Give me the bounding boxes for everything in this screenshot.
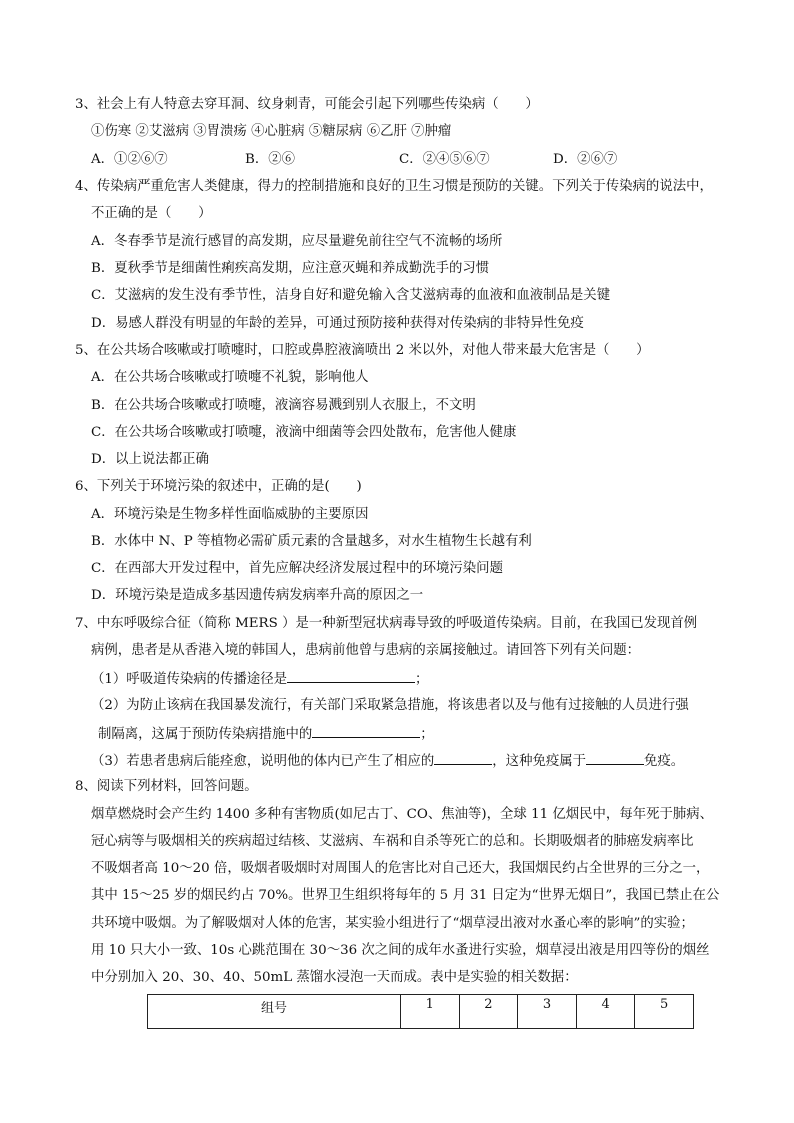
table-header-row <box>148 995 694 1029</box>
q8-passage-line-1: 烟草燃烧时会产生约 1400 多种有害物质(如尼古丁、CO、焦油等)，全球 11 亿烟民中，每年死于肺病、 <box>91 807 714 822</box>
q4-option-a: A．冬春季节是流行感冒的高发期，应尽量避免前往空气不流畅的场所 <box>91 234 503 249</box>
q7-answer-blank-3[interactable] <box>434 750 492 765</box>
q8-passage-line-3: 不吸烟者高 10～20 倍，吸烟者吸烟时对周围人的危害比对自己还大，我国烟民约占全世界的三分之一， <box>91 861 710 876</box>
q7-stem-line2: 病例，患者是从香港入境的韩国人，患病前他曾与患病的亲属接触过。请回答下列有关问题： <box>91 643 641 658</box>
q6-option-c: C．在西部大开发过程中，首先应解决经济发展过程中的环境污染问题 <box>91 561 503 576</box>
q7-sub3-text: （3）若患者患病后能痊愈，说明他的体内已产生了相应的 <box>91 754 435 769</box>
q3-option-d: D．②⑥⑦ <box>553 152 618 167</box>
q7-stem-line1: 7、中东呼吸综合征（简称 MERS ）是一种新型冠状病毒导致的呼吸道传染病。目前，在我国已发现首例 <box>75 616 698 631</box>
q3-items: ①伤寒 ②艾滋病 ③胃溃疡 ④心脏病 ⑤糖尿病 ⑥乙肝 ⑦肿瘤 <box>91 124 452 139</box>
q3-stem: 3、社会上有人特意去穿耳洞、纹身刺青，可能会引起下列哪些传染病（ ） <box>75 97 539 112</box>
q7-sub2-text: 制隔离，这属于预防传染病措施中的 <box>98 727 313 742</box>
table-header-cell: 组号 <box>148 995 401 1029</box>
q8-stem: 8、阅读下列材料，回答问题。 <box>75 779 258 794</box>
table-header-cell: 5 <box>635 995 694 1029</box>
q7-sub1-text: （1）呼吸道传染病的传播途径是 <box>91 672 287 687</box>
q6-option-d: D．环境污染是造成多基因遗传病发病率升高的原因之一 <box>91 588 424 603</box>
q7-sub3-end: 免疫。 <box>644 754 685 769</box>
q3-option-a: A．①②⑥⑦ <box>91 152 168 167</box>
table-header-cell: 3 <box>518 995 577 1029</box>
table-header-cell: 1 <box>401 995 460 1029</box>
q5-option-c: C．在公共场合咳嗽或打喷嚏，液滴中细菌等会四处散布，危害他人健康 <box>91 425 517 440</box>
q7-sub3 <box>91 750 684 772</box>
q7-answer-blank-1[interactable] <box>287 668 415 683</box>
table-header-cell: 2 <box>459 995 518 1029</box>
q4-stem-line2: 不正确的是（ ） <box>91 206 212 221</box>
q4-option-c: C．艾滋病的发生没有季节性，洁身自好和避免输入含艾滋病毒的血液和血液制品是关键 <box>91 288 611 303</box>
q3-option-c: C．②④⑤⑥⑦ <box>399 152 490 167</box>
q4-option-b: B．夏秋季节是细菌性痢疾高发期，应注意灭蝇和养成勤洗手的习惯 <box>91 261 490 276</box>
q8-passage-line-2: 冠心病等与吸烟相关的疾病超过结核、艾滋病、车祸和自杀等死亡的总和。长期吸烟者的肺癌发病率比 <box>91 834 694 849</box>
q6-option-a: A．环境污染是生物多样性面临威胁的主要原因 <box>91 507 369 522</box>
experiment-data-table <box>147 994 694 1029</box>
q8-passage-line-7: 中分别加入 20、30、40、50mL 蒸馏水浸泡一天而成。表中是实验的相关数据： <box>91 970 578 985</box>
q7-sub2-line1: （2）为防止该病在我国暴发流行，有关部门采取紧急措施，将该患者以及与他有过接触的人员进行强 <box>91 698 689 713</box>
q7-answer-blank-4[interactable] <box>586 750 644 765</box>
q4-option-d: D．易感人群没有明显的年龄的差异，可通过预防接种获得对传染病的非特异性免疫 <box>91 316 584 331</box>
q8-passage-line-5: 共环境中吸烟。为了解吸烟对人体的危害，某实验小组进行了“烟草浸出液对水蚤心率的影响”的实验； <box>91 916 694 931</box>
q5-stem: 5、在公共场合咳嗽或打喷嚏时，口腔或鼻腔液滴喷出 2 米以外，对他人带来最大危害是（ ） <box>75 343 650 358</box>
q5-option-d: D．以上说法都正确 <box>91 452 209 467</box>
q5-option-b: B．在公共场合咳嗽或打喷嚏，液滴容易溅到别人衣服上，不文明 <box>91 398 476 413</box>
q4-stem-line1: 4、传染病严重危害人类健康，得力的控制措施和良好的卫生习惯是预防的关键。下列关于传染病的说法中， <box>75 179 713 194</box>
q5-option-a: A．在公共场合咳嗽或打喷嚏不礼貌，影响他人 <box>91 370 369 385</box>
q7-sub2-end: ； <box>420 727 434 742</box>
q7-sub1-end: ； <box>415 672 429 687</box>
q3-option-b: B．②⑥ <box>245 152 296 167</box>
q8-passage-line-6: 用 10 只大小一致、10s 心跳范围在 30～36 次之间的成年水蚤进行实验，烟草浸出液是用四等份的烟丝 <box>91 943 710 958</box>
q7-sub2-line2 <box>98 723 434 745</box>
q8-passage-line-4: 其中 15～25 岁的烟民约占 70%。世界卫生组织将每年的 5 月 31 日定为“世界无烟日”，我国已禁止在公 <box>91 888 720 903</box>
q7-sub3-mid: ，这种免疫属于 <box>492 754 587 769</box>
q3-options <box>91 150 617 170</box>
table-header-cell: 4 <box>576 995 635 1029</box>
q7-answer-blank-2[interactable] <box>312 723 420 738</box>
q6-option-b: B．水体中 N、P 等植物必需矿质元素的含量越多，对水生植物生长越有利 <box>91 534 532 549</box>
q6-stem: 6、下列关于环境污染的叙述中，正确的是( ) <box>75 479 362 494</box>
q7-sub1 <box>91 668 428 690</box>
